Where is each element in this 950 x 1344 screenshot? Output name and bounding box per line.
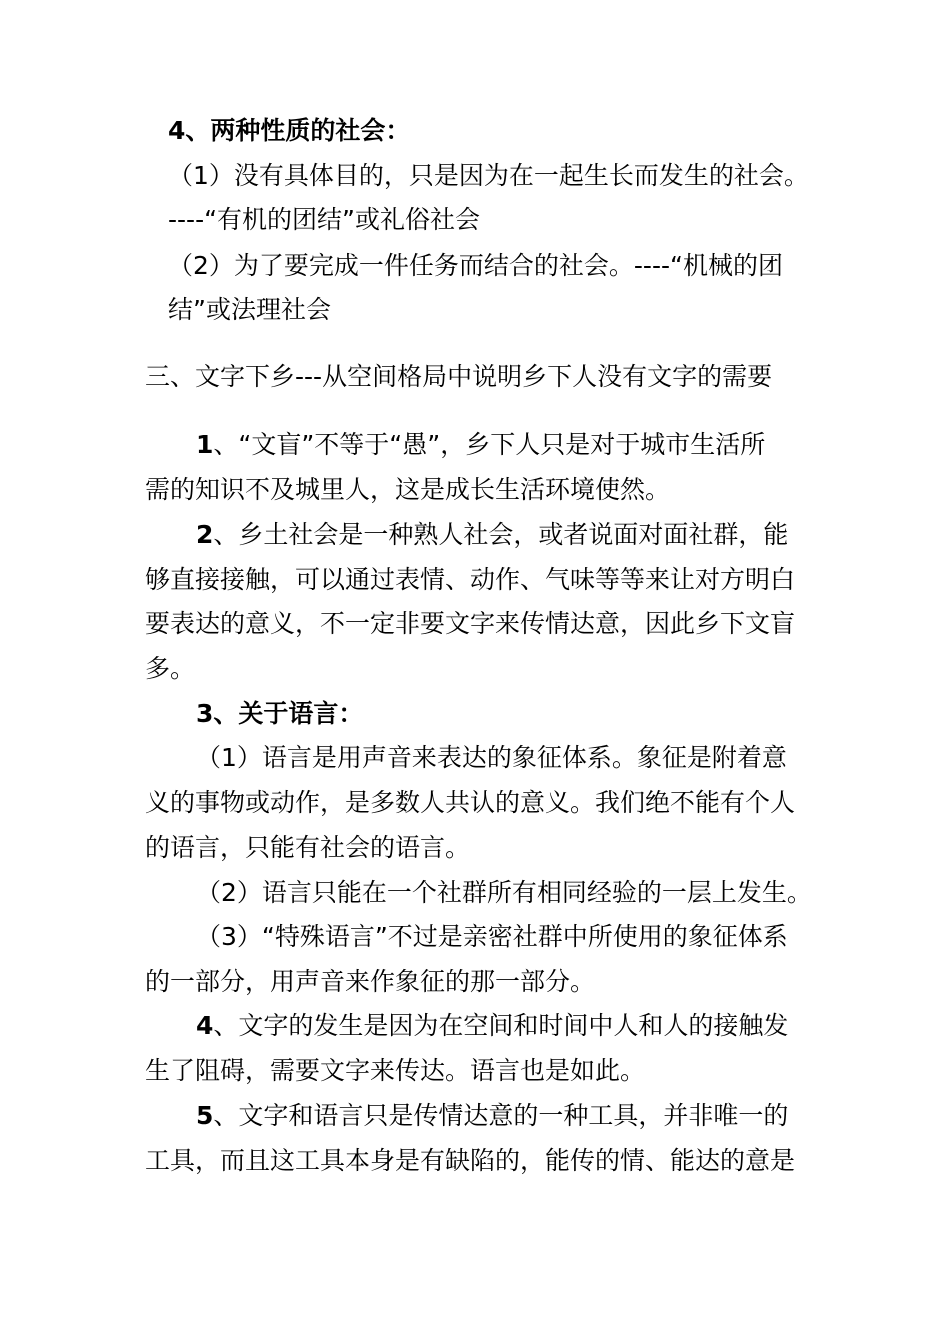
paragraph-3-heading: 3、关于语言： [196, 699, 364, 728]
paragraph-4-line-2: 生了阻碍，需要文字来传达。语言也是如此。 [145, 1056, 646, 1085]
section-4-item-1-line-2: ----“有机的团结”或礼俗社会 [168, 205, 480, 234]
paragraph-3-item-1-line-1: （1）语言是用声音来表达的象征体系。象征是附着意 [196, 743, 787, 772]
paragraph-3-item-3-line-2: 的一部分，用声音来作象征的那一部分。 [145, 967, 596, 996]
paragraph-4-number: 4 [196, 1011, 214, 1040]
paragraph-2-line-1 [196, 520, 788, 550]
paragraph-2-line-4: 多。 [145, 654, 196, 683]
chapter-3-title: 三、文字下乡---从空间格局中说明乡下人没有文字的需要 [145, 362, 773, 391]
paragraph-3-item-2-line-1: （2）语言只能在一个社群所有相同经验的一层上发生。 [196, 878, 812, 907]
paragraph-3-item-1-line-2: 义的事物或动作，是多数人共认的意义。我们绝不能有个人 [145, 788, 796, 817]
paragraph-5-line-1 [196, 1101, 788, 1131]
paragraph-2-line-3: 要表达的意义，不一定非要文字来传情达意，因此乡下文盲 [145, 609, 796, 638]
paragraph-5-line-2: 工具，而且这工具本身是有缺陷的，能传的情、能达的意是 [145, 1146, 796, 1175]
section-4-item-2-line-2: 结”或法理社会 [168, 295, 331, 324]
section-4-item-1-line-1: （1）没有具体目的，只是因为在一起生长而发生的社会。 [168, 161, 809, 190]
paragraph-4-line-1 [196, 1011, 788, 1041]
paragraph-5-text: 、文字和语言只是传情达意的一种工具，并非唯一的 [213, 1101, 789, 1130]
section-4-item-2-line-1: （2）为了要完成一件任务而结合的社会。----“机械的团 [168, 251, 783, 280]
paragraph-3-item-3-line-1: （3）“特殊语言”不过是亲密社群中所使用的象征体系 [196, 922, 788, 951]
section-4-heading: 4、两种性质的社会： [168, 116, 411, 145]
paragraph-2-text: 、乡土社会是一种熟人社会，或者说面对面社群，能 [213, 520, 789, 549]
paragraph-1-text: 、“文盲”不等于“愚”，乡下人只是对于城市生活所 [213, 430, 766, 459]
paragraph-1-line-2: 需的知识不及城里人，这是成长生活环境使然。 [145, 475, 671, 504]
paragraph-2-line-2: 够直接接触，可以通过表情、动作、气味等等来让对方明白 [145, 565, 796, 594]
paragraph-1-number: 1 [196, 430, 214, 459]
paragraph-1-line-1 [196, 430, 765, 460]
paragraph-4-text: 、文字的发生是因为在空间和时间中人和人的接触发 [213, 1011, 789, 1040]
paragraph-5-number: 5 [196, 1101, 214, 1130]
paragraph-3-item-1-line-3: 的语言，只能有社会的语言。 [145, 833, 471, 862]
paragraph-2-number: 2 [196, 520, 214, 549]
